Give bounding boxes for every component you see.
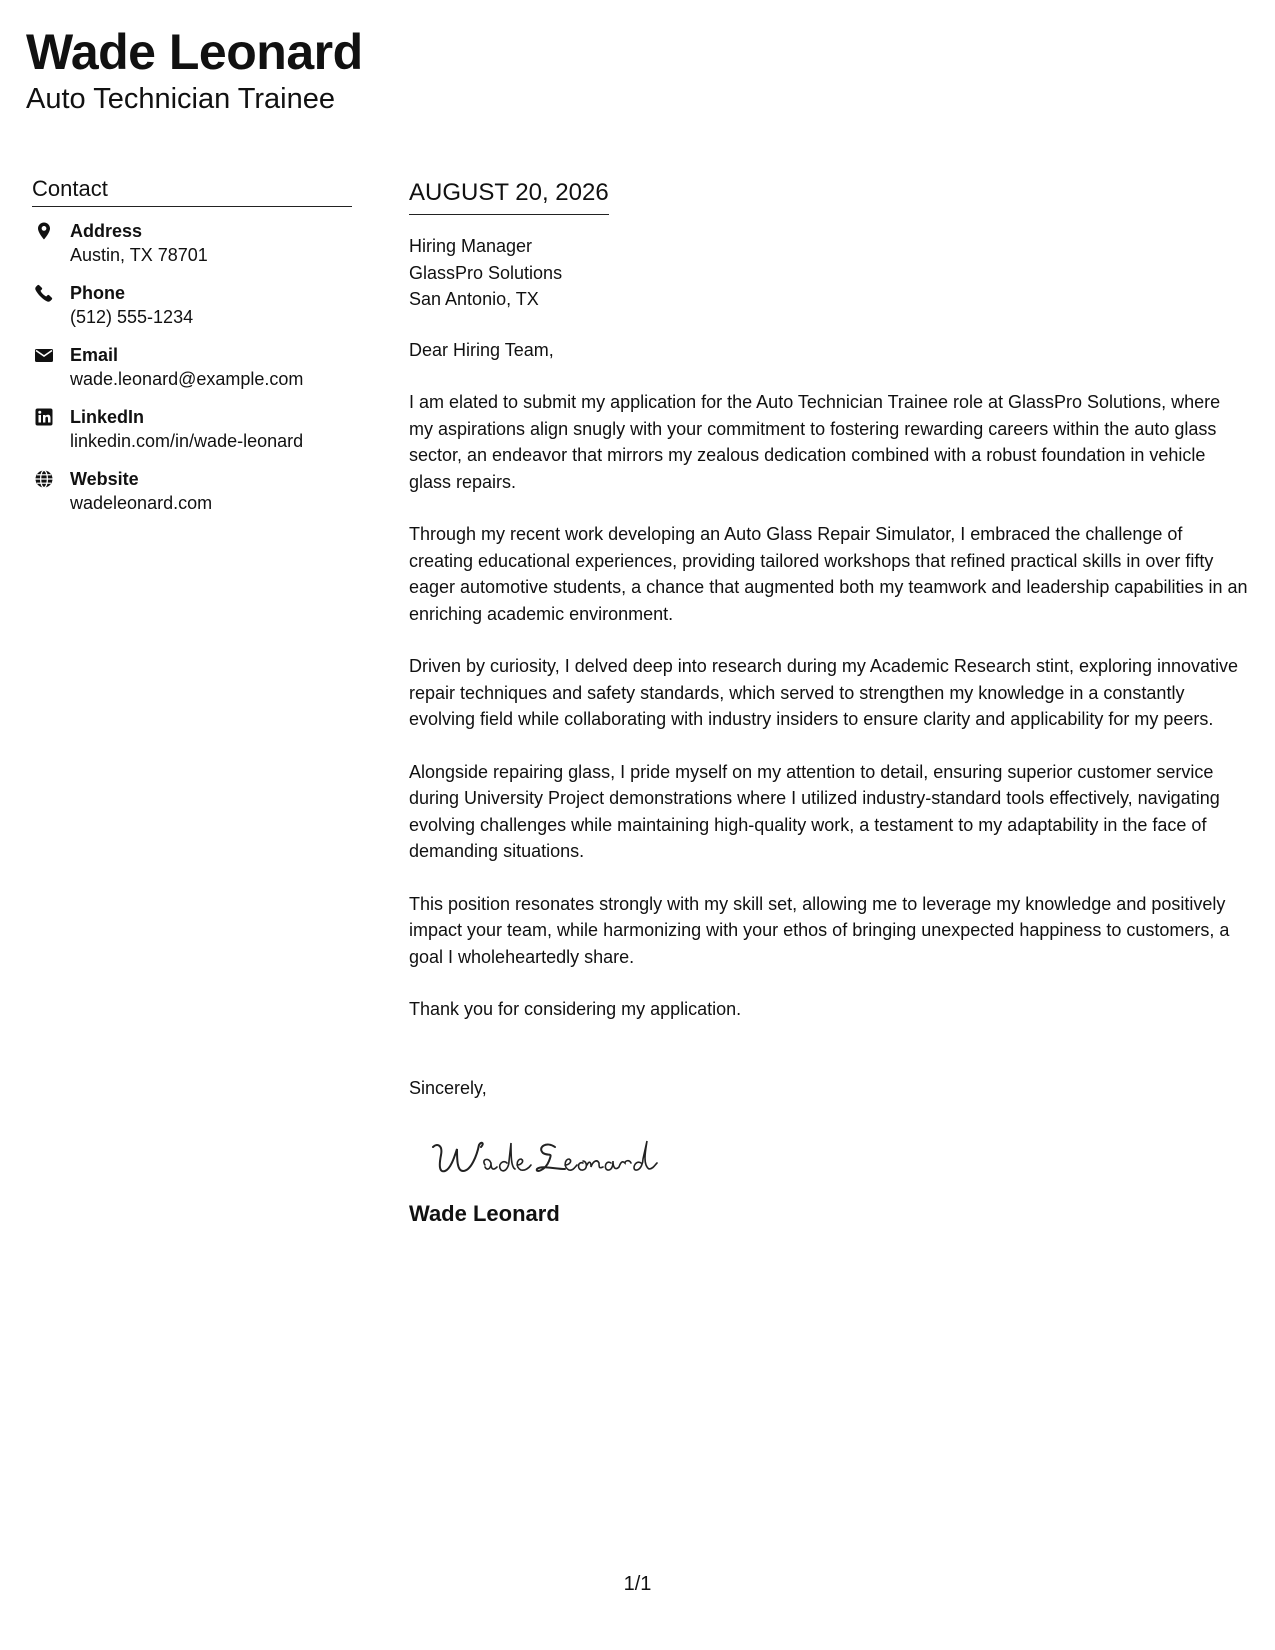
paragraph-6: Thank you for considering my application. <box>409 999 742 1019</box>
recipient-title: Hiring Manager <box>409 236 533 256</box>
linkedin-icon <box>34 407 54 427</box>
letter-date: AUGUST 20, 2026 <box>409 176 609 215</box>
contact-item-linkedin <box>32 405 352 453</box>
signed-name: Wade Leonard <box>409 1201 560 1226</box>
recipient-block <box>409 233 1249 313</box>
contact-sidebar <box>32 174 352 529</box>
globe-icon <box>34 469 54 489</box>
envelope-icon <box>34 345 54 365</box>
paragraph-3: Driven by curiosity, I delved deep into research during my Academic Research stint, exploring innovative repair techniques and safety standards, which served to strengthen my knowledge in a constantly evolving field while collaborating with industry insiders to ensure clarity and applicability for my peers. <box>409 656 1239 729</box>
recipient-company: GlassPro Solutions <box>409 262 563 283</box>
contact-value-email[interactable]: wade.leonard@example.com <box>70 369 304 389</box>
map-pin-icon <box>34 221 54 241</box>
phone-icon <box>34 283 54 303</box>
contact-label-email: Email <box>70 345 119 365</box>
contact-label-website: Website <box>70 469 139 489</box>
cover-letter-body <box>409 176 1249 1229</box>
contact-value-phone: (512) 555-1234 <box>70 307 194 327</box>
contact-section-title: Contact <box>32 174 352 207</box>
paragraph-1: I am elated to submit my application for the Auto Technician Trainee role at GlassPro Solutions, where my aspirations align snugly with your commitment to fostering rewarding careers within the auto glass sector, an endeavor that mirrors my zealous dedication combined with a robust foundation in vehicle glass repairs. <box>409 392 1221 492</box>
applicant-name: Wade Leonard <box>26 24 363 80</box>
contact-value-linkedin[interactable]: linkedin.com/in/wade-leonard <box>70 431 304 451</box>
recipient-location: San Antonio, TX <box>409 289 539 309</box>
contact-value-address: Austin, TX 78701 <box>70 245 208 265</box>
contact-item-website <box>32 467 352 515</box>
paragraph-5: This position resonates strongly with my skill set, allowing me to leverage my knowledge and positively impact your team, while harmonizing with your ethos of bringing unexpected happiness to customers, a goal I wholeheartedly share. <box>409 893 1230 967</box>
closing: Sincerely, <box>409 1077 487 1098</box>
contact-label-linkedin: LinkedIn <box>70 407 145 427</box>
contact-item-address <box>32 219 352 267</box>
applicant-role: Auto Technician Trainee <box>26 83 336 115</box>
page-number: 1/1 <box>623 1573 652 1595</box>
contact-label-address: Address <box>70 221 143 241</box>
contact-value-website[interactable]: wadeleonard.com <box>70 493 213 513</box>
paragraph-2: Through my recent work developing an Auto Glass Repair Simulator, I embraced the challenge of creating educational experiences, providing tailored workshops that refined practical skills in over fifty eager automotive students, a chance that augmented both my teamwork and leadership capabilities in an enriching academic environment. <box>409 524 1248 624</box>
salutation: Dear Hiring Team, <box>409 339 554 360</box>
contact-item-phone <box>32 281 352 329</box>
contact-label-phone: Phone <box>70 283 126 303</box>
contact-item-email <box>32 343 352 391</box>
handwritten-signature <box>425 1125 1249 1185</box>
resume-header <box>26 22 363 116</box>
paragraph-4: Alongside repairing glass, I pride myself on my attention to detail, ensuring superior customer service during University Project demonstrations where I utilized industry-standard tools effectively, navigating evolving challenges while maintaining high-quality work, a testament to my adaptability in the face of demanding situations. <box>409 761 1220 861</box>
